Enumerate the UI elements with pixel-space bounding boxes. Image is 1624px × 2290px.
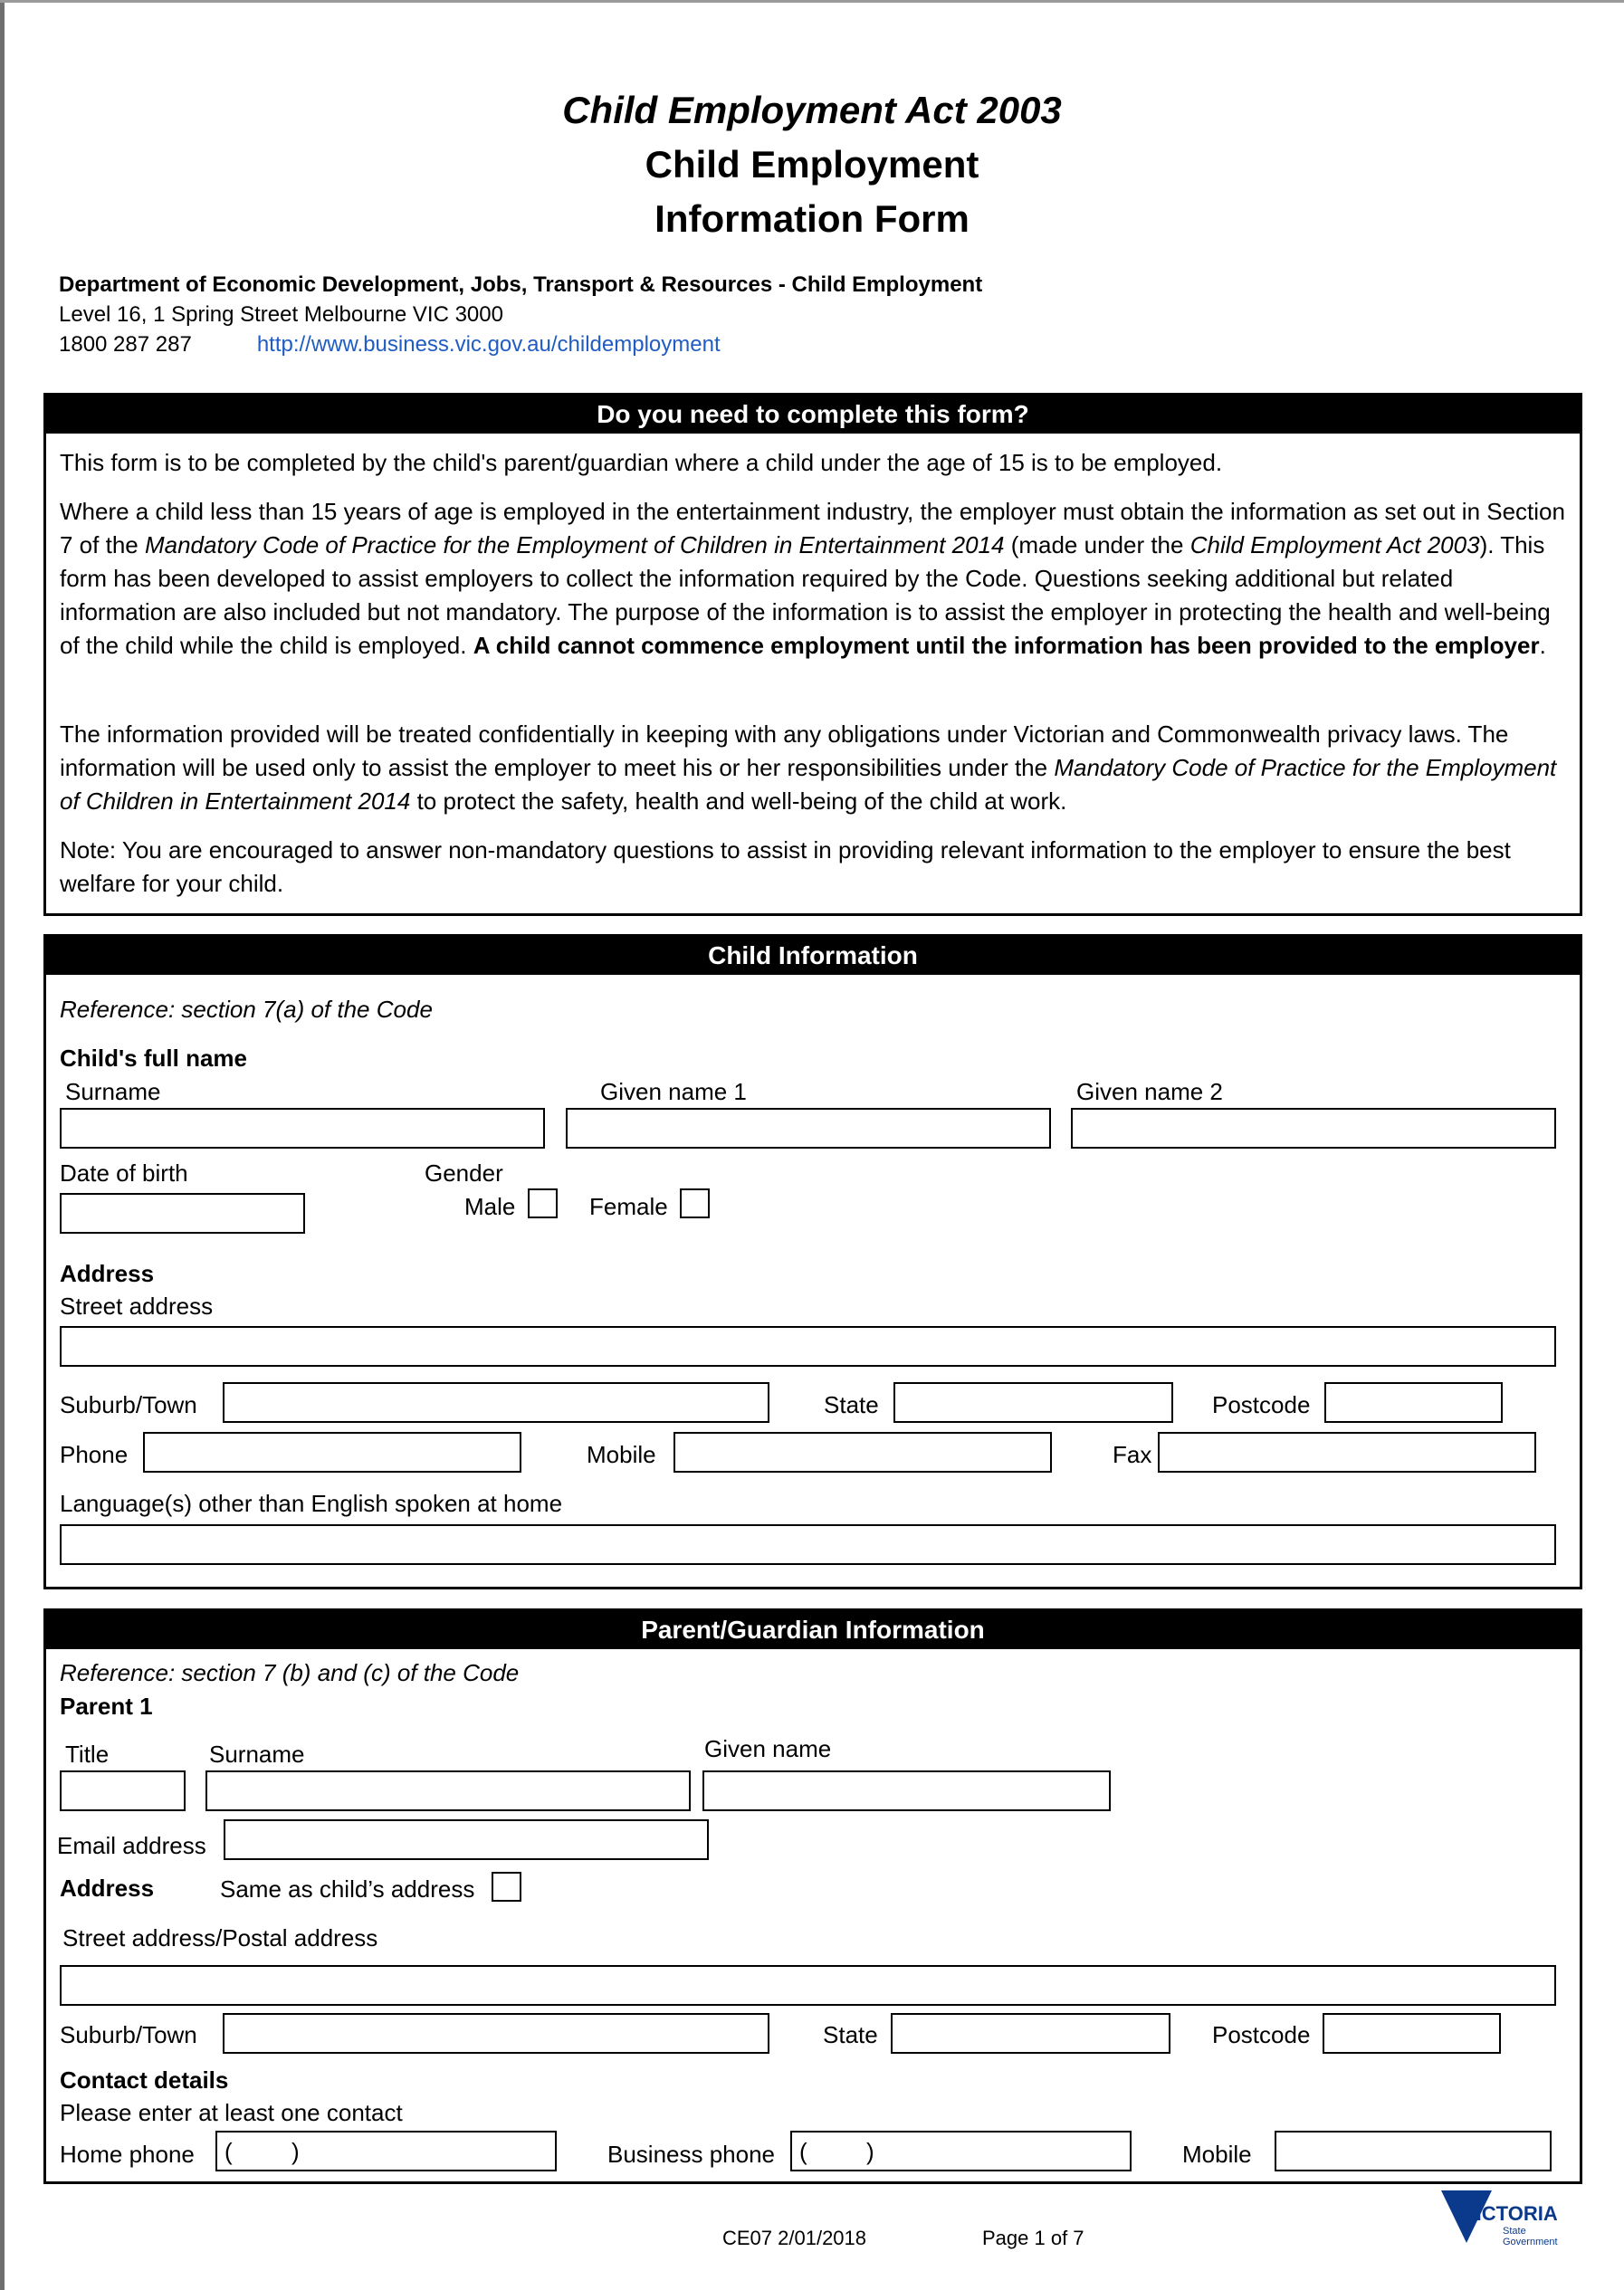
intro-heading: Do you need to complete this form? xyxy=(46,396,1580,434)
department-info xyxy=(59,270,982,359)
child-suburb-input[interactable] xyxy=(223,1382,769,1423)
child-reference: Reference: section 7(a) of the Code xyxy=(60,996,433,1023)
child-given-name-2-input[interactable] xyxy=(1071,1108,1556,1149)
parent-reference: Reference: section 7 (b) and (c) of the Code xyxy=(60,1659,520,1686)
intro-p2-bold-notice: A child cannot commence employment until the information has been provided to the employer xyxy=(473,632,1540,659)
child-dob-input[interactable] xyxy=(60,1193,305,1234)
parent-postcode-input[interactable] xyxy=(1323,2013,1501,2054)
child-mobile-label: Mobile xyxy=(587,1441,656,1468)
parent-1-heading: Parent 1 xyxy=(60,1693,153,1720)
intro-p2-end: . xyxy=(1539,632,1546,659)
parent-given-name-input[interactable] xyxy=(702,1770,1111,1811)
parent-home-phone-label: Home phone xyxy=(60,2141,195,2168)
business-phone-area-open: ( xyxy=(799,2138,807,2165)
intro-section xyxy=(43,393,1582,916)
intro-paragraph-2 xyxy=(60,495,1571,663)
parent-mobile-label: Mobile xyxy=(1182,2141,1252,2168)
intro-p3-text-a: The information provided will be treated confidentially in keeping with any obligations under Victorian and Commonwealth privacy laws. The information will be used only to assist the employer to meet his or her responsibilities under the xyxy=(60,720,1509,781)
page-edge-top xyxy=(0,0,1624,3)
form-title-line2: Information Form xyxy=(654,197,970,240)
parent-surname-input[interactable] xyxy=(205,1770,691,1811)
department-contact xyxy=(59,329,982,359)
parent-home-phone-input[interactable] xyxy=(215,2131,557,2171)
child-street-address-label: Street address xyxy=(60,1293,214,1320)
child-dob-label: Date of birth xyxy=(60,1159,188,1187)
parent-email-label: Email address xyxy=(57,1832,206,1859)
parent-address-heading: Address xyxy=(60,1875,155,1902)
page-edge-left xyxy=(0,0,5,2290)
intro-paragraph-3 xyxy=(60,718,1571,818)
parent-street-address-label: Street address/Postal address xyxy=(62,1924,378,1951)
victoria-wordmark: VICTORIA xyxy=(1463,2202,1558,2225)
parent-title-label: Title xyxy=(65,1741,110,1768)
child-postcode-label: Postcode xyxy=(1212,1391,1311,1418)
act-title: Child Employment Act 2003 xyxy=(562,89,1062,131)
child-given-name-1-input[interactable] xyxy=(566,1108,1051,1149)
department-address: Level 16, 1 Spring Street Melbourne VIC 3000 xyxy=(59,302,503,327)
footer-page-number: Page 1 of 7 xyxy=(982,2227,1084,2249)
victoria-triangle-icon xyxy=(1439,2189,1566,2252)
child-fax-label: Fax xyxy=(1113,1441,1152,1468)
child-language-label: Language(s) other than English spoken at home xyxy=(60,1490,563,1517)
intro-paragraph-1: This form is to be completed by the child's parent/guardian where a child under the age of 15 is to be employed. xyxy=(60,449,1223,476)
parent-suburb-input[interactable] xyxy=(223,2013,769,2054)
intro-p2-code-title: Mandatory Code of Practice for the Employment of Children in Entertainment 2014 xyxy=(144,531,1005,558)
child-gender-female-checkbox[interactable] xyxy=(680,1188,710,1218)
parent-postcode-label: Postcode xyxy=(1212,2021,1311,2048)
intro-p3-text-b: to protect the safety, health and well-being of the child at work. xyxy=(410,787,1067,815)
footer-form-code: CE07 2/01/2018 xyxy=(722,2227,867,2249)
victoria-government-logo xyxy=(1439,2189,1566,2257)
child-fax-input[interactable] xyxy=(1158,1432,1536,1473)
parent-information-section xyxy=(43,1608,1582,2184)
business-phone-area-close: ) xyxy=(866,2138,874,2165)
child-gender-female-label: Female xyxy=(589,1193,668,1220)
parent-title-input[interactable] xyxy=(60,1770,186,1811)
parent-state-label: State xyxy=(823,2021,878,2048)
child-given-name-1-label: Given name 1 xyxy=(600,1078,747,1105)
victoria-sub-state: State xyxy=(1503,2226,1526,2237)
child-phone-label: Phone xyxy=(60,1441,129,1468)
child-full-name-label: Child's full name xyxy=(60,1045,247,1072)
intro-p2-text-c: ). This form has been developed to assist employers to collect the information required by the Code. Questions seeking additional but related information are also included but not mandatory. The purpose of the information is to assist the employer in protecting the health and well-being of the child while the child is employed. xyxy=(60,531,1551,659)
child-given-name-2-label: Given name 2 xyxy=(1076,1078,1223,1105)
child-information-heading: Child Information xyxy=(46,937,1580,975)
parent-contact-note: Please enter at least one contact xyxy=(60,2099,403,2126)
parent-mobile-input[interactable] xyxy=(1275,2131,1552,2171)
form-title-line1: Child Employment xyxy=(645,143,979,186)
home-phone-area-close: ) xyxy=(291,2138,300,2165)
parent-same-address-checkbox[interactable] xyxy=(492,1872,521,1902)
parent-contact-heading: Contact details xyxy=(60,2066,229,2094)
child-gender-male-checkbox[interactable] xyxy=(528,1188,558,1218)
child-suburb-label: Suburb/Town xyxy=(60,1391,197,1418)
intro-p2-act-title: Child Employment Act 2003 xyxy=(1189,531,1480,558)
intro-p2-text-b: (made under the xyxy=(1004,531,1190,558)
parent-surname-label: Surname xyxy=(209,1741,305,1768)
parent-business-phone-input[interactable] xyxy=(790,2131,1132,2171)
parent-given-name-label: Given name xyxy=(704,1735,832,1762)
intro-p2-text-a: Where a child less than 15 years of age is employed in the entertainment industry, the employer must obtain the information as set out in Section 7 of the xyxy=(60,498,1565,558)
intro-p3-code-title: Mandatory Code of Practice for the Employment of Children in Entertainment 2014 xyxy=(60,754,1557,815)
child-surname-label: Surname xyxy=(65,1078,161,1105)
child-state-input[interactable] xyxy=(893,1382,1173,1423)
parent-information-heading: Parent/Guardian Information xyxy=(46,1611,1580,1649)
parent-street-address-input[interactable] xyxy=(60,1965,1556,2006)
child-phone-input[interactable] xyxy=(143,1432,521,1473)
child-street-address-input[interactable] xyxy=(60,1326,1556,1367)
child-postcode-input[interactable] xyxy=(1324,1382,1503,1423)
intro-paragraph-4: Note: You are encouraged to answer non-mandatory questions to assist in providing relevant information to the employer to ensure the best welfare for your child. xyxy=(60,836,1511,897)
parent-same-address-label: Same as child’s address xyxy=(220,1875,475,1903)
child-information-section xyxy=(43,934,1582,1589)
child-language-input[interactable] xyxy=(60,1524,1556,1565)
child-gender-label: Gender xyxy=(425,1159,503,1187)
child-address-heading: Address xyxy=(60,1260,155,1287)
child-gender-male-label: Male xyxy=(464,1193,516,1220)
parent-email-input[interactable] xyxy=(224,1819,709,1860)
victoria-sub-government: Government xyxy=(1503,2237,1558,2247)
parent-state-input[interactable] xyxy=(891,2013,1170,2054)
child-mobile-input[interactable] xyxy=(673,1432,1052,1473)
form-title xyxy=(0,83,1624,246)
parent-suburb-label: Suburb/Town xyxy=(60,2021,197,2048)
department-phone: 1800 287 287 xyxy=(59,332,192,357)
child-surname-input[interactable] xyxy=(60,1108,545,1149)
parent-business-phone-label: Business phone xyxy=(607,2141,776,2168)
department-name: Department of Economic Development, Jobs, Transport & Resources - Child Employment xyxy=(59,272,983,297)
department-website-link[interactable]: http://www.business.vic.gov.au/childemployment xyxy=(256,332,721,357)
home-phone-area-open: ( xyxy=(224,2138,233,2165)
child-state-label: State xyxy=(824,1391,879,1418)
